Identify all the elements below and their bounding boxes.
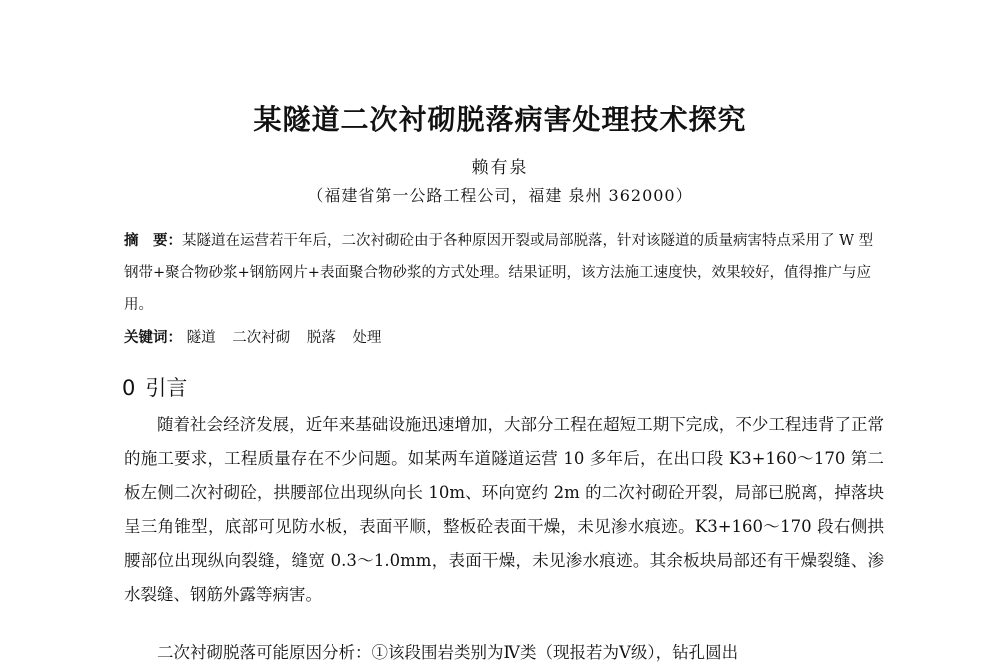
- section-title: 引言: [145, 376, 188, 400]
- abstract-text: 某隧道在运营若干年后，二次衬砌砼由于各种原因开裂或局部脱落，针对该隧道的质量病害特点采用了 W 型钢带+聚合物砂浆+钢筋网片+表面聚合物砂浆的方式处理。结果证明，该方法施工速度快，效果较好，值得推广与应用。: [124, 233, 874, 313]
- keyword-item: 脱落: [306, 330, 336, 346]
- keywords: [124, 322, 393, 354]
- body-paragraph-partial: 二次衬砌脱落可能原因分析：①该段围岩类别为Ⅳ类（现报若为Ⅴ级），钻孔圆出: [157, 643, 739, 662]
- keyword-item: 二次衬砌: [232, 330, 291, 346]
- keywords-label: 关键词：: [124, 330, 182, 346]
- body-paragraph: 随着社会经济发展，近年来基础设施迅速增加，大部分工程在超短工期下完成，不少工程违背了正常的施工要求，工程质量存在不少问题。如某两车道隧道运营 10 多年后，在出口段 K3+160～170 第二板左侧二次衬砌砼，拱腰部位出现纵向长 10m、环向宽约 2m 的二次衬砌砼开裂，局部已脱离，掉落块呈三角锥型，底部可见防水板，表面平顺，整板砼表面干燥，未见渗水痕迹。K3+160～170 段右侧拱腰部位出现纵向裂缝，缝宽 0.3～1.0mm，表面干燥，未见渗水痕迹。其余板块局部还有干燥裂缝、渗水裂缝、钢筋外露等病害。: [124, 415, 884, 604]
- paper-title: 某隧道二次衬砌脱落病害处理技术探究: [253, 103, 747, 136]
- author-affiliation: （福建省第一公路工程公司，福建 泉州 362000）: [307, 186, 693, 205]
- keyword-item: 处理: [352, 330, 382, 346]
- abstract-label: 摘 要：: [124, 233, 182, 249]
- section-heading: [122, 372, 187, 402]
- section-number: 0: [122, 376, 136, 400]
- author-name: 赖有泉: [471, 158, 529, 178]
- abstract: [124, 225, 884, 321]
- keyword-item: 隧道: [186, 330, 216, 346]
